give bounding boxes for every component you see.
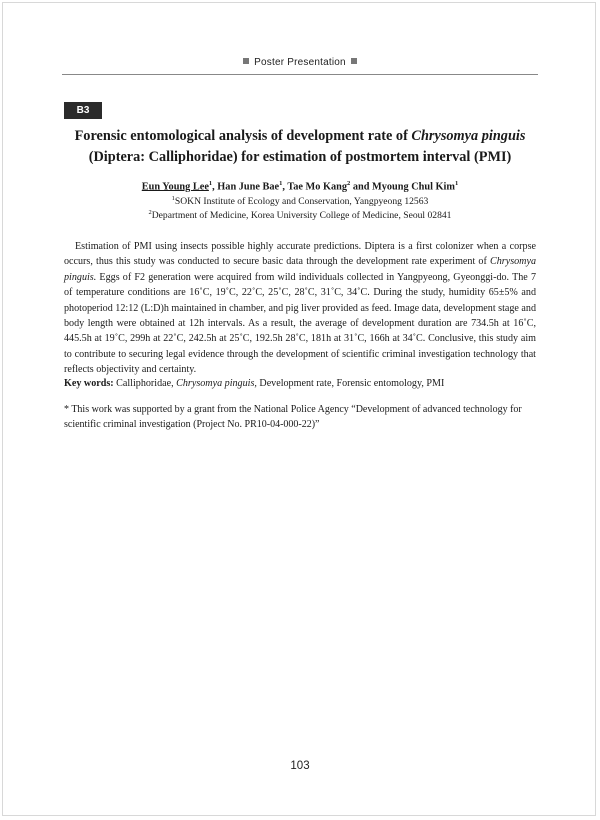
- author-separator: ,: [212, 181, 218, 193]
- title-species: Chrysomya pinguis: [411, 128, 526, 144]
- abstract-body: [64, 239, 536, 378]
- author-name: Tae Mo Kang: [287, 181, 348, 193]
- author-name: Eun Young Lee: [141, 181, 209, 193]
- author-affiliation-mark: 1: [455, 180, 459, 187]
- affiliation-2: [60, 209, 540, 221]
- paper-title: [60, 126, 540, 168]
- square-bullet-icon: [351, 58, 357, 64]
- affiliation-1: [60, 195, 540, 207]
- affiliation-mark: 1: [171, 195, 175, 202]
- page-number: 103: [290, 760, 310, 772]
- keywords-line: [64, 378, 536, 389]
- abstract-part2: Eggs of F2 generation were acquired from wild individuals collected in Yangpyeong, Gyeonggi-do. The 7 of temperature conditions are 16˚C, 19˚C, 22˚C, 25˚C, 28˚C, 31˚C, 34˚C. During the study, humidity 65±5% and photoperiod 12:12 (L:D)h maintained in chamber, and pig liver provided as feed. Image data, development stage and body length were obtained at 12h intervals. As a result, the average of development duration are 734.5h at 16˚C, 445.5h at 19˚C, 299h at 22˚C, 242.5h at 25˚C, 192.5h 28˚C, 181h at 31˚C, 166h at 34˚C. Conclusive, this study aim to contribute to securing legal evidence through the development of scientific criminal investigation technology that reflects objectivity and certainty.: [64, 271, 536, 376]
- keywords-species: Chrysomya pinguis,: [176, 378, 257, 389]
- keywords-text: Development rate, Forensic entomology, PMI: [256, 378, 445, 389]
- abstract-species: Chrysomya pinguis.: [64, 256, 536, 283]
- keywords-label: Key words:: [64, 378, 114, 389]
- affiliation-mark: 2: [148, 209, 152, 216]
- funding-note: * This work was supported by a grant from the National Police Agency “Development of advanced technology for scientific criminal investigation (Project No. PR10-04-000-22)”: [64, 404, 522, 431]
- session-code-badge: B3: [64, 102, 102, 119]
- author-name: Han June Bae: [217, 181, 280, 193]
- abstract-part1: Estimation of PMI using insects possible highly accurate predictions. Diptera is a first colonizer when a corpse occurs, thus this study was conducted to secure basic data through the development rate experiment of: [64, 241, 536, 268]
- author-name: Myoung Chul Kim: [372, 181, 455, 193]
- affiliation-text: Department of Medicine, Korea University College of Medicine, Seoul 02841: [151, 210, 452, 222]
- author-separator: ,: [282, 181, 288, 193]
- title-line1: Forensic entomological analysis of development rate of: [74, 128, 412, 144]
- author-list: [60, 180, 540, 192]
- author-affiliation-mark: 1: [208, 180, 213, 187]
- author-conjunction: and: [350, 181, 373, 193]
- author-affiliation-mark: 1: [279, 180, 283, 187]
- affiliation-text: SOKN Institute of Ecology and Conservation, Yangpyeong 12563: [174, 196, 429, 208]
- author-affiliation-mark: 2: [347, 180, 351, 187]
- title-line2: (Diptera: Calliphoridae) for estimation of postmortem interval (PMI): [88, 149, 512, 165]
- header-divider: [62, 74, 538, 75]
- running-header: [0, 57, 600, 68]
- square-bullet-icon: [243, 58, 249, 64]
- header-label: Poster Presentation: [254, 57, 346, 68]
- keywords-text: Calliphoridae,: [113, 378, 177, 389]
